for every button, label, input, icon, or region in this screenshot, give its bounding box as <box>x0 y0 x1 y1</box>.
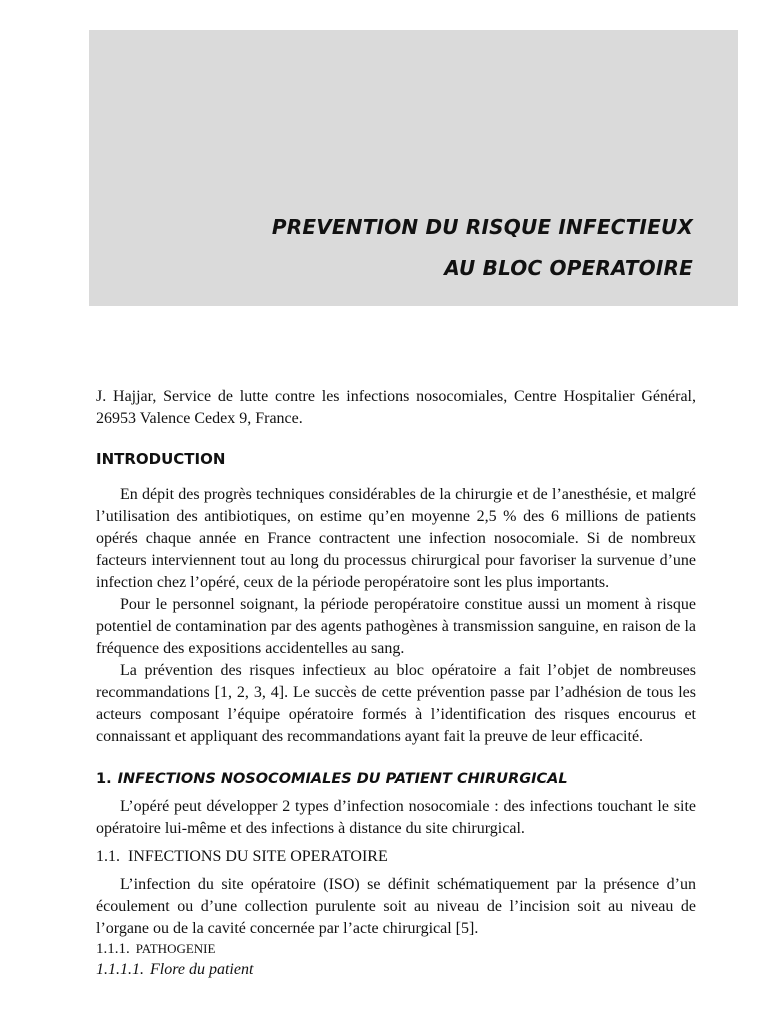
document-body <box>96 386 696 980</box>
subsection-1-1-1-1-title: Flore du patient <box>150 961 254 978</box>
subsection-1-1-1-title: PATHOGENIE <box>135 941 216 956</box>
subsection-1-1-title: INFECTIONS DU SITE OPERATOIRE <box>128 848 388 865</box>
document-title-line-2: AU BLOC OPERATOIRE <box>444 256 693 280</box>
document-title-line-1: PREVENTION DU RISQUE INFECTIEUX <box>271 215 693 239</box>
subsection-1-1-1-heading <box>96 940 696 958</box>
section-1-heading <box>96 768 696 790</box>
subsection-1-1-1-1-number: 1.1.1.1. <box>96 961 144 978</box>
subsection-1-1-heading <box>96 846 696 868</box>
section-1-number: 1. <box>96 771 112 787</box>
subsection-1-1-number: 1.1. <box>96 848 120 865</box>
title-band <box>89 30 738 306</box>
introduction-paragraph-3: La prévention des risques infectieux au bloc opératoire a fait l’objet de nombreuses recommandations [1, 2, 3, 4]. Le succès de cette prévention passe par l’adhésion de tous les acteurs composant l’équipe opératoire formés à l’identification des risques encourus et connaissant et appliquant des recommandations ayant fait la preuve de leur efficacité. <box>96 662 696 745</box>
author-affiliation: J. Hajjar, Service de lutte contre les infections nosocomiales, Centre Hospitalier Général, 26953 Valence Cedex 9, France. <box>96 388 696 427</box>
introduction-paragraph-1: En dépit des progrès techniques considérables de la chirurgie et de l’anesthésie, et malgré l’utilisation des antibiotiques, on estime qu’en moyenne 2,5 % des 6 millions de patients opérés chaque année en France contractent une infection nosocomiale. Si de nombreux facteurs interviennent tout au long du processus chirurgical pour favoriser la survenue d’une infection chez l’opéré, ceux de la période peropératoire sont les plus importants. <box>96 486 696 591</box>
subsection-1-1-1-number: 1.1.1. <box>96 941 130 957</box>
section-1-paragraph: L’opéré peut développer 2 types d’infection nosocomiale : des infections touchant le site opératoire lui-même et des infections à distance du site chirurgical. <box>96 798 696 837</box>
introduction-heading: INTRODUCTION <box>96 450 226 468</box>
subsection-1-1-1-1-heading <box>96 960 696 980</box>
subsection-1-1-paragraph: L’infection du site opératoire (ISO) se définit schématiquement par la présence d’un écoulement ou d’une collection purulente soit au niveau de l’incision soit au niveau de l’organe ou de la cavité concernée par l’acte chirurgical [5]. <box>96 876 696 937</box>
section-1-title: INFECTIONS NOSOCOMIALES DU PATIENT CHIRURGICAL <box>117 771 568 787</box>
introduction-paragraph-2: Pour le personnel soignant, la période peropératoire constitue aussi un moment à risque potentiel de contamination par des agents pathogènes à transmission sanguine, en raison de la fréquence des expositions accidentelles au sang. <box>96 596 696 657</box>
